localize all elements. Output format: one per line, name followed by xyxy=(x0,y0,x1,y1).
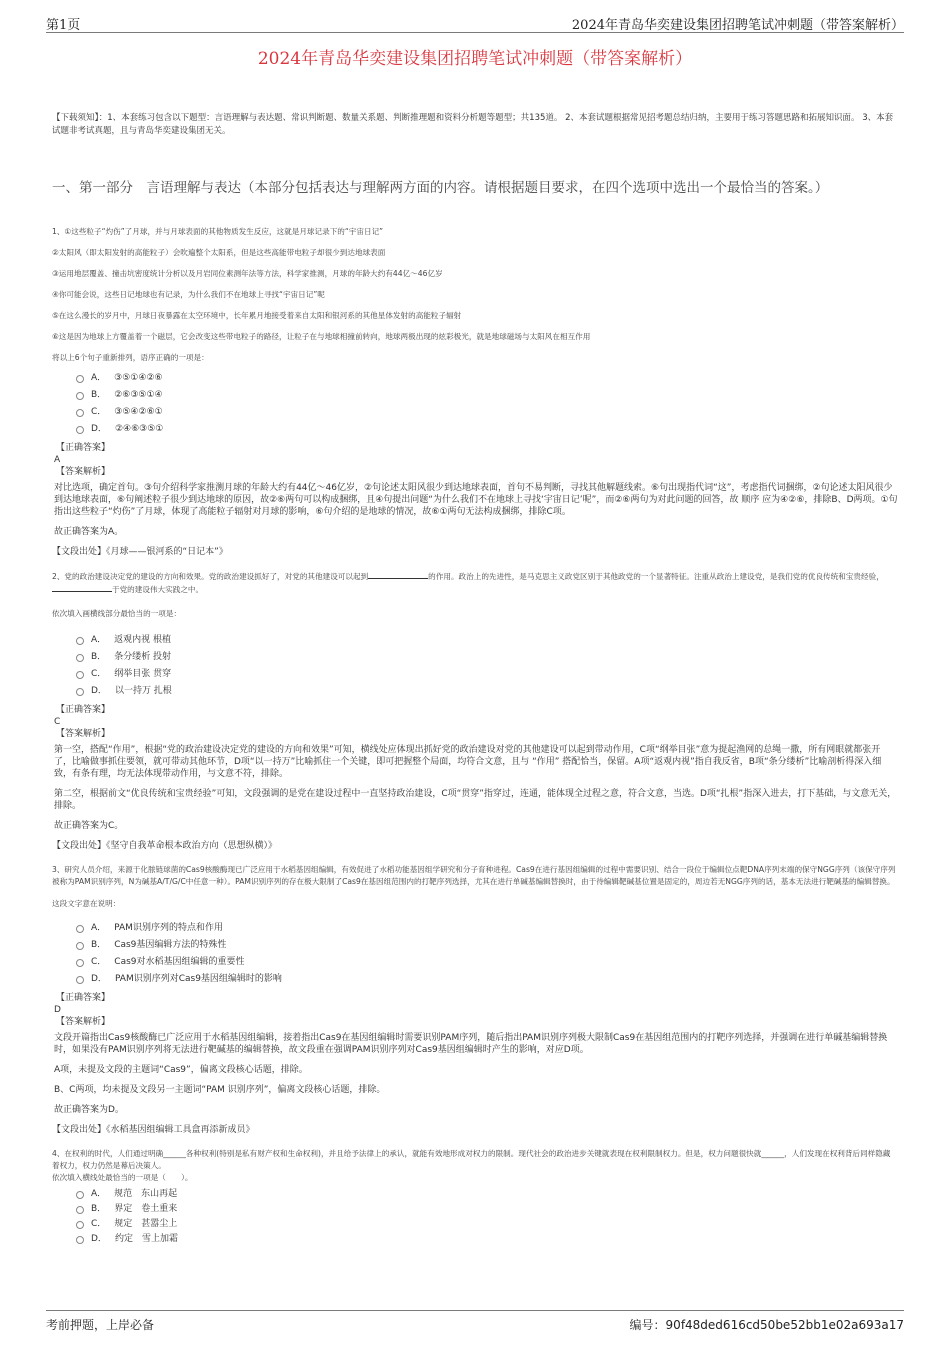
radio-icon[interactable] xyxy=(76,392,84,400)
q2-source: 【文段出处】《坚守自我革命根本政治方向（思想纵横）》 xyxy=(52,841,278,851)
q1-stem-line-6: ⑥这是因为地球上方覆盖着一个磁层，它会改变这些带电粒子的路径，让粒子在与地球相撞前转向，地球两极出现的炫彩极光，就是地球磁场与太阳风在相互作用 xyxy=(52,332,591,341)
radio-icon[interactable] xyxy=(76,942,84,950)
q2-option-c[interactable]: C． 纲举目张 贯穿 xyxy=(76,666,898,683)
q3-stem: 3、研究人员介绍，来源于化脓链球菌的Cas9核酸酶现已广泛应用于水稻基因组编辑，有效促进了水稻功能基因组学研究和分子育种进程。Cas9在进行基因组编辑的过程中需要识别、结合一段位于编辑位点靶DNA序列末端的保守NGG序列（该保守序列被称为PAM识别序列，N为碱基A/T/G/C中任意一种）。PAM识别序列的存在极大限制了Cas9在基因组范围内的打靶序列选择，尤其在进行单碱基编辑替换时，由于待编辑靶碱基位置是固定的，周边若无NGG序列的话，基本无法进行靶碱基的编辑替换。 xyxy=(52,865,896,886)
q1-option-c[interactable]: C． ③⑤④②⑥① xyxy=(76,404,898,421)
q4-option-d[interactable]: D． 约定 雪上加霜 xyxy=(76,1232,898,1247)
q3-answer: D xyxy=(54,1005,61,1015)
footer-slogan: 考前押题，上岸必备 xyxy=(46,1318,155,1332)
radio-icon[interactable] xyxy=(76,637,84,645)
q2-analysis-3: 故正确答案为C。 xyxy=(54,821,124,831)
q3-prompt: 这段文字意在说明： xyxy=(52,899,121,908)
q2-option-a[interactable]: A． 返观内视 根植 xyxy=(76,632,898,649)
page-footer xyxy=(46,1310,904,1335)
q2-blank-2 xyxy=(52,583,112,592)
q1-prompt: 将以上6个句子重新排列，语序正确的一项是： xyxy=(52,353,209,362)
page-number: 第1页 xyxy=(46,18,81,33)
section-heading: 一、第一部分 言语理解与表达（本部分包括表达与理解两方面的内容。请根据题目要求，在四个选项中选出一个最恰当的答案。） xyxy=(52,180,829,196)
q2-analysis-label: 【答案解析】 xyxy=(56,729,111,739)
q3-answer-label: 【正确答案】 xyxy=(56,993,111,1003)
q3-option-d[interactable]: D． PAM识别序列对Cas9基因组编辑时的影响 xyxy=(76,971,898,988)
q4-option-a[interactable]: A． 规范 东山再起 xyxy=(76,1187,898,1202)
q1-analysis-1: 对比选项，确定首句。③句介绍科学家推测月球的年龄大约有44亿～46亿岁，②句论述太阳风很少到达地球表面，首句不易判断，寻找其他解题线索。⑥句出现指代词“这”，考虑指代词捆绑，②句论述太阳风很少到达地球表面，⑥句阐述粒子很少到达地球的原因，故②⑥两句可以构成捆绑，且④句提出问题“为什么我们不在地球上寻找‘宇宙日记’呢”，而②⑥两句为对此问题的回答，故 顺序 应为④②⑥，排除B、D两项。①句指出这些粒子“灼伤”了月球，体现了高能粒子辐射对月球的影响，⑥句介绍的是地球的情况，故⑥①两句无法构成捆绑，排除C项。 xyxy=(54,483,898,517)
footer-serial-number: 编号：90f48ded616cd50be52bb1e02a693a17 xyxy=(629,1318,904,1332)
q3-option-c[interactable]: C． Cas9对水稻基因组编辑的重要性 xyxy=(76,954,898,971)
q2-answer: C xyxy=(54,717,61,727)
q3-analysis-1: 文段开篇指出Cas9核酸酶已广泛应用于水稻基因组编辑，接着指出Cas9在基因组编辑时需要识别PAM序列，随后指出PAM识别序列极大限制Cas9在基因组范围内的打靶序列选择，并强调在进行单碱基编辑替换时，如果没有PAM识别序列将无法进行靶碱基的编辑替换，故文段重在强调PAM识别序列对Cas9基因组编辑时产生的影响，对应D项。 xyxy=(54,1033,888,1055)
q1-stem-line-3: ③运用地层覆盖、撞击坑密度统计分析以及月岩同位素测年法等方法，科学家推测，月球的年龄大约有44亿～46亿岁 xyxy=(52,269,443,278)
q3-source: 【文段出处】《水稻基因组编辑工具盒再添新成员》 xyxy=(52,1125,255,1135)
q1-stem-line-5: ⑤在这么漫长的岁月中，月球日夜暴露在太空环境中，长年累月地接受着来自太阳和银河系的其他星体发射的高能粒子辐射 xyxy=(52,311,462,320)
radio-icon[interactable] xyxy=(76,1206,84,1214)
radio-icon[interactable] xyxy=(76,375,84,383)
q4-option-b[interactable]: B． 界定 卷土重来 xyxy=(76,1202,898,1217)
q1-options xyxy=(76,370,898,438)
q2-options xyxy=(76,632,898,700)
q1-stem-line-4: ④你可能会说，这些日记地球也有记录，为什么我们不在地球上寻找“宇宙日记”呢 xyxy=(52,290,325,299)
question-2 xyxy=(52,570,898,852)
q4-prompt: 依次填入横线处最恰当的一项是（ ）。 xyxy=(52,1173,193,1182)
q3-option-b[interactable]: B． Cas9基因编辑方法的特殊性 xyxy=(76,937,898,954)
q1-stem-line-2: ②太阳风（即太阳发射的高能粒子）会吹遍整个太阳系，但是这些高能带电粒子却很少到达地球表面 xyxy=(52,248,386,257)
q2-analysis-1: 第一空，搭配“作用”，根据“党的政治建设决定党的建设的方向和效果”可知，横线处应体现出抓好党的政治建设对党的其他建设可以起到带动作用，C项“纲举目张”意为提起渔网的总绳一撒，所有网眼就都张开了，比喻做事抓住要领，就可带动其他环节，D项“以一持万”比喻抓住一个关键，即可把握整个局面，均符合文意，且与 “作用” 搭配恰当，保留。A项“返观内视”指自我反省，B项“条分缕析”比喻剖析得深入细致，有条有理，均无法体现带动作用，与文意不符，排除。 xyxy=(54,745,882,779)
q1-source: 【文段出处】《月球——银河系的“日记本”》 xyxy=(52,547,228,557)
radio-icon[interactable] xyxy=(76,1236,84,1244)
q3-options xyxy=(76,920,898,988)
q3-analysis-4: 故正确答案为D。 xyxy=(54,1105,124,1115)
radio-icon[interactable] xyxy=(76,1191,84,1199)
q1-answer: A xyxy=(54,455,61,465)
radio-icon[interactable] xyxy=(76,688,84,696)
question-4 xyxy=(52,1148,898,1247)
radio-icon[interactable] xyxy=(76,959,84,967)
q2-answer-label: 【正确答案】 xyxy=(56,705,111,715)
q3-analysis-3: B、C两项，均未提及文段另一主题词“PAM 识别序列”，偏离文段核心话题，排除。 xyxy=(54,1085,386,1095)
question-list xyxy=(52,226,898,1251)
radio-icon[interactable] xyxy=(76,426,84,434)
q2-option-b[interactable]: B． 条分缕析 投射 xyxy=(76,649,898,666)
page-header xyxy=(46,10,904,33)
q4-stem: 4、在权利的时代，人们通过明确______各种权利(特别是私有财产权和生命权利)，并且给予法律上的承认，就能有效地形成对权力的限制。现代社会的政治进步关键就表现在权利限制权力。但是，权力问题很快就______，人们发现在权利背后同样隐藏着权力，权力仍然是幕后决策人。 xyxy=(52,1149,891,1170)
q2-stem: 2、党的政治建设决定党的建设的方向和效果。党的政治建设抓好了，对党的其他建设可以起到 的作用。政治上的先进性，是马克思主义政党区别于其他政党的一个显著特征。注重从政治上建设党，是我们党的优良传统和宝贵经验，于党的建设伟大实践之中。 xyxy=(52,572,884,594)
question-3 xyxy=(52,864,898,1136)
q2-blank-1 xyxy=(368,570,428,579)
question-1 xyxy=(52,226,898,558)
q1-answer-label: 【正确答案】 xyxy=(56,443,111,453)
radio-icon[interactable] xyxy=(76,976,84,984)
document-title: 2024年青岛华奕建设集团招聘笔试冲刺题（带答案解析） xyxy=(257,49,693,69)
radio-icon[interactable] xyxy=(76,671,84,679)
q3-option-a[interactable]: A． PAM识别序列的特点和作用 xyxy=(76,920,898,937)
q3-analysis-label: 【答案解析】 xyxy=(56,1017,111,1027)
q1-stem-line-1: 1、①这些粒子“灼伤”了月球，并与月球表面的其他物质发生反应，这就是月球记录下的“宇宙日记” xyxy=(52,227,384,236)
radio-icon[interactable] xyxy=(76,654,84,662)
q1-option-a[interactable]: A． ③⑤①④②⑥ xyxy=(76,370,898,387)
download-notice: 【下载须知】：1、本套练习包含以下题型：言语理解与表达题、常识判断题、数量关系题、判断推理题和资料分析题等题型；共135道。 2、本套试题根据常见招考题总结归纳，主要用于练习答题思路和拓展知识面。 3、本套试题非考试真题，且与青岛华奕建设集团无关。 xyxy=(52,113,894,136)
q2-analysis-2: 第二空，根据前文“优良传统和宝贵经验”可知，文段强调的是党在建设过程中一直坚持政治建设，C项“贯穿”指穿过，连通，能体现全过程之意，符合文意，当选。D项“扎根”指深入进去，打下基础，与文意无关，排除。 xyxy=(54,789,897,811)
q1-option-b[interactable]: B． ②⑥③⑤①④ xyxy=(76,387,898,404)
q4-options xyxy=(76,1187,898,1247)
radio-icon[interactable] xyxy=(76,925,84,933)
header-doc-title: 2024年青岛华奕建设集团招聘笔试冲刺题（带答案解析） xyxy=(571,18,904,33)
radio-icon[interactable] xyxy=(76,409,84,417)
q1-analysis-2: 故正确答案为A。 xyxy=(54,527,124,537)
q3-analysis-2: A项，未提及文段的主题词“Cas9”，偏离文段核心话题，排除。 xyxy=(54,1065,308,1075)
q2-option-d[interactable]: D． 以一持万 扎根 xyxy=(76,683,898,700)
q1-analysis-label: 【答案解析】 xyxy=(56,467,111,477)
q4-option-c[interactable]: C． 规定 甚嚣尘上 xyxy=(76,1217,898,1232)
q1-option-d[interactable]: D． ②④⑥③⑤① xyxy=(76,421,898,438)
q2-prompt: 依次填入画横线部分最恰当的一项是： xyxy=(52,609,182,618)
radio-icon[interactable] xyxy=(76,1221,84,1229)
